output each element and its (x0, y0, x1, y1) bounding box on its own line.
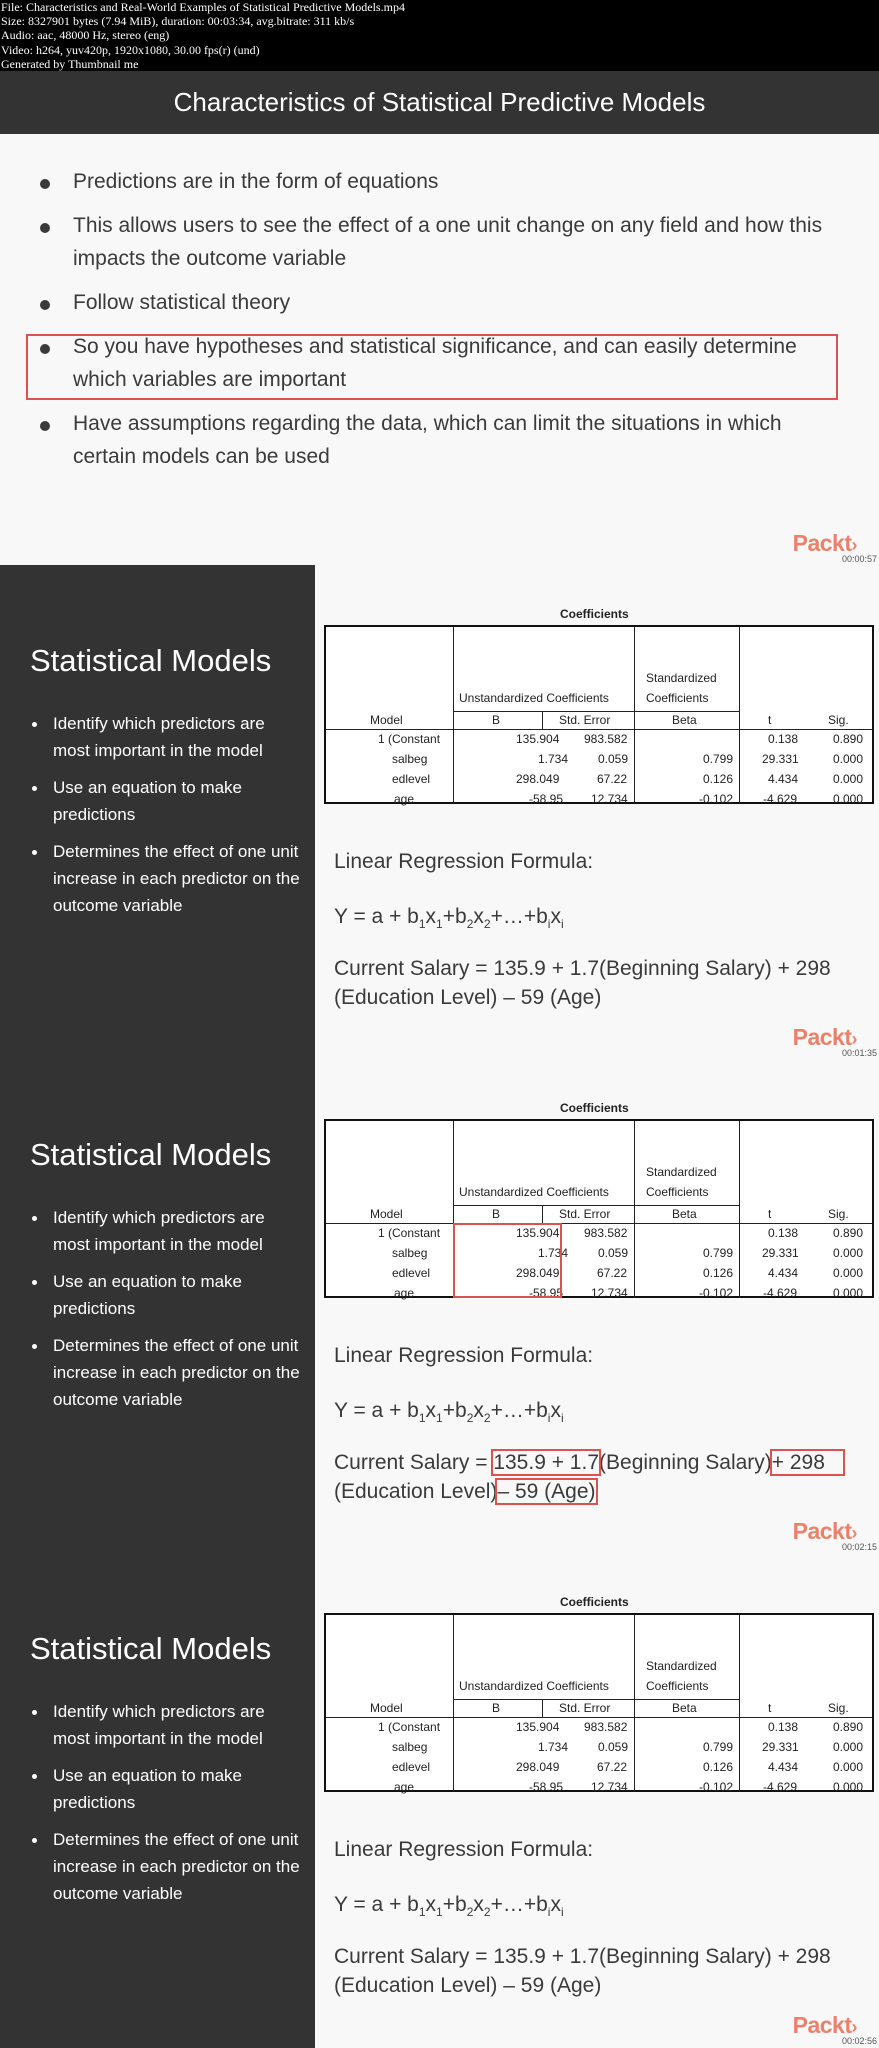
sidebar-panel (0, 565, 315, 1059)
bullet-dot-icon (40, 300, 50, 310)
bullet-dot-icon (32, 850, 37, 855)
std-header-1: Standardized (646, 671, 717, 685)
list-item: Identify which predictors are most important in the model (30, 1204, 300, 1258)
file-info-line: Generated by Thumbnail me (1, 56, 139, 71)
bullet-dot-icon (32, 1344, 37, 1349)
timestamp: 00:01:35 (841, 1048, 877, 1058)
packt-logo: Packt› (792, 2012, 857, 2038)
bullet-item: So you have hypotheses and statistical significance, and can easily determine which variables are important (38, 330, 848, 396)
formula-general: $Y = a + b_1x_1+b_2x_2+\dots+b_ix_i$ (334, 1893, 564, 1920)
file-info-line: File: Characteristics and Real-World Examples of Statistical Predictive Models.mp4 (1, 0, 405, 14)
timestamp: 00:02:56 (841, 2036, 877, 2046)
list-item: Determines the effect of one unit increase in each predictor on the outcome variable (30, 1332, 300, 1413)
coefficients-table: Unstandardized Coefficients Standardized Coefficients Model B Std. Error Beta t Sig. 1 (Constant 135.904 983.582 0.138 0.890 salbeg 1.734 0.059 0.799 29.331 0.000 edlevel 298.049 67.22 0.126 4.434 0.000 age -58.95 12.734 -0.102 -4.629 0.000 (324, 1119, 874, 1298)
thumbnail-frame-2 (0, 565, 879, 1059)
formula-general: $Y = a + b_1x_1+b_2x_2+\dots+b_ix_i$ (334, 905, 564, 932)
list-item: Use an equation to make predictions (30, 1762, 300, 1816)
sidebar-bullets (30, 1698, 300, 1917)
bullet-dot-icon (32, 1838, 37, 1843)
sidebar-bullets (30, 710, 300, 929)
bullet-dot-icon (32, 722, 37, 727)
formula-line-2: (Education Level)– 59 (Age) (334, 1480, 596, 1503)
file-info-line: Size: 8327901 bytes (7.94 MiB), duration: 00:03:34, avg.bitrate: 311 kb/s (1, 14, 355, 29)
bullet-dot-icon (40, 421, 50, 431)
list-item: Identify which predictors are most important in the model (30, 1698, 300, 1752)
formula-line-1: Current Salary = 135.9 + 1.7(Beginning Salary) + 298 (334, 957, 831, 980)
file-info-line: Audio: aac, 48000 Hz, stereo (eng) (1, 28, 170, 43)
table-title: Coefficients (560, 1595, 629, 1609)
list-item: Determines the effect of one unit increase in each predictor on the outcome variable (30, 838, 300, 919)
bullet-item: Predictions are in the form of equations (38, 165, 848, 198)
thumbnail-frame-3 (0, 1059, 879, 1553)
table-title: Coefficients (560, 607, 629, 621)
list-item: Use an equation to make predictions (30, 1268, 300, 1322)
sidebar-panel (0, 1553, 315, 2048)
packt-logo: Packt› (792, 1518, 857, 1544)
section-heading: Statistical Models (30, 1631, 272, 1666)
bullet-item: Follow statistical theory (38, 286, 848, 319)
bullet-dot-icon (32, 1216, 37, 1221)
formula-line-1: Current Salary = 135.9 + 1.7(Beginning Salary) + 298 (334, 1945, 831, 1968)
formula-heading: Linear Regression Formula: (334, 1838, 594, 1861)
bullet-dot-icon (32, 1774, 37, 1779)
bullet-item: Have assumptions regarding the data, which can limit the situations in which certain models can be used (38, 407, 848, 473)
list-item: Use an equation to make predictions (30, 774, 300, 828)
bullet-dot-icon (32, 1710, 37, 1715)
bullet-dot-icon (40, 179, 50, 189)
packt-logo: Packt› (792, 1024, 857, 1050)
thumbnail-frame-1 (0, 71, 879, 565)
formula-general: $Y = a + b_1x_1+b_2x_2+\dots+b_ix_i$ (334, 1399, 564, 1426)
file-info-header (0, 0, 879, 71)
highlight-box (26, 334, 838, 400)
section-heading: Statistical Models (30, 1137, 272, 1172)
formula-line-2: (Education Level) – 59 (Age) (334, 1974, 602, 1997)
coefficients-table: Unstandardized Coefficients Standardized Coefficients Model B Std. Error Beta t Sig. 1 (Constant 135.904 983.582 0.138 0.890 salbeg 1.734 0.059 0.799 29.331 0.000 edlevel 298.049 67.22 0.126 4.434 0.000 age -58.95 12.734 -0.102 -4.629 0.000 (324, 625, 874, 804)
formula-line-2: (Education Level) – 59 (Age) (334, 986, 602, 1009)
highlight-box-b-column (453, 1223, 562, 1298)
slide-title: Characteristics of Statistical Predictive Models (0, 71, 879, 134)
formula-heading: Linear Regression Formula: (334, 1344, 594, 1367)
thumbnail-frame-4 (0, 1553, 879, 2048)
bullet-dot-icon (32, 786, 37, 791)
formula-line-1: Current Salary = 135.9 + 1.7(Beginning Salary)+ 298 (334, 1451, 843, 1475)
file-info-line: Video: h264, yuv420p, 1920x1080, 30.00 fps(r) (und) (1, 42, 260, 57)
sidebar-bullets (30, 1204, 300, 1423)
std-header-2: Coefficients (646, 691, 709, 705)
formula-heading: Linear Regression Formula: (334, 850, 594, 873)
table-title: Coefficients (560, 1101, 629, 1115)
packt-logo: Packt› (792, 530, 857, 556)
bullet-item: This allows users to see the effect of a one unit change on any field and how this impacts the outcome variable (38, 209, 848, 275)
section-heading: Statistical Models (30, 643, 272, 678)
coefficients-table: Unstandardized Coefficients Standardized Coefficients Model B Std. Error Beta t Sig. 1 (Constant 135.904 983.582 0.138 0.890 salbeg 1.734 0.059 0.799 29.331 0.000 edlevel 298.049 67.22 0.126 4.434 0.000 age -58.95 12.734 -0.102 -4.629 0.000 (324, 1613, 874, 1792)
bullet-list (38, 165, 848, 484)
timestamp: 00:02:15 (841, 1542, 877, 1552)
sidebar-panel (0, 1059, 315, 1553)
bullet-dot-icon (40, 223, 50, 233)
list-item: Determines the effect of one unit increase in each predictor on the outcome variable (30, 1826, 300, 1907)
timestamp: 00:00:57 (841, 554, 877, 564)
list-item: Identify which predictors are most important in the model (30, 710, 300, 764)
bullet-dot-icon (32, 1280, 37, 1285)
